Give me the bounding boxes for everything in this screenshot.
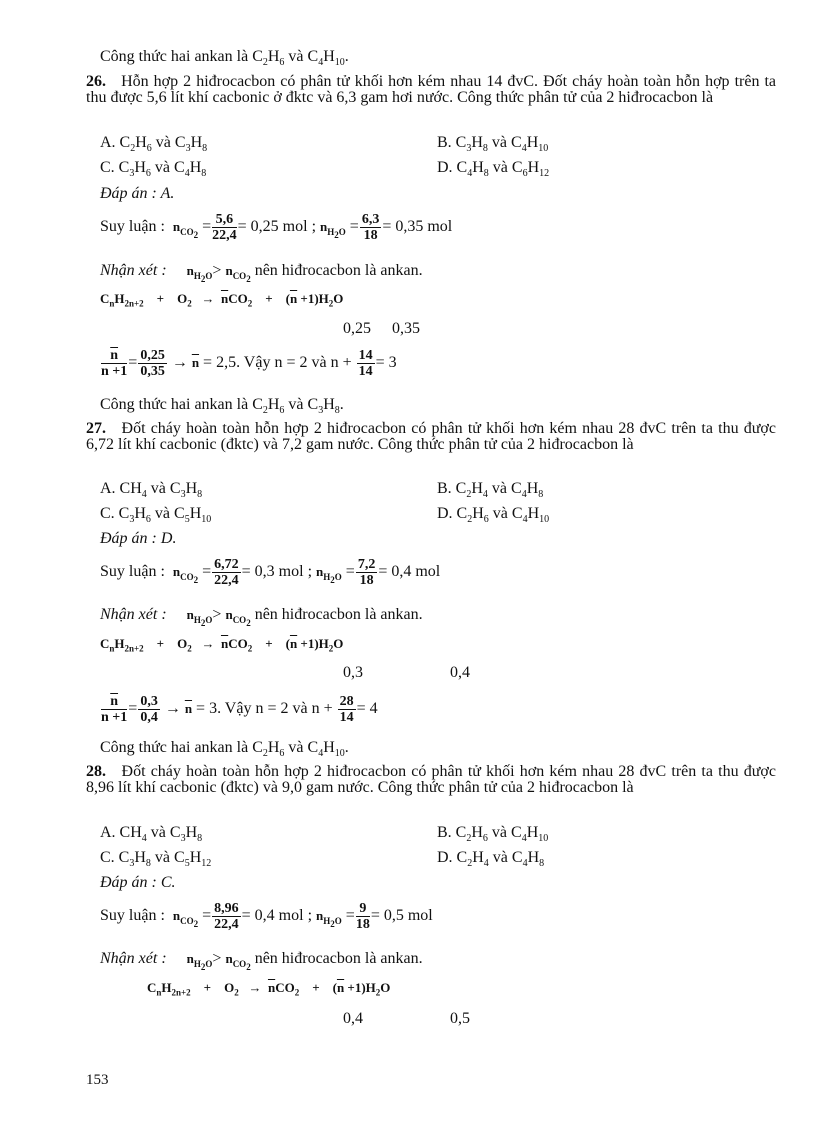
reaction-equation: $C_nH_{2n+2}$ + $O_2 \to \overline{n}CO_2$ + $(\overline{n} +1)H_2O$: [147, 980, 391, 998]
amount-co2: 0,4: [343, 1010, 363, 1027]
option-d: D. $C_4H_8$ và $C_6H_{12}$: [437, 159, 550, 180]
option-c: C. $C_3H_8$ và $C_5H_{12}$: [100, 849, 212, 870]
option-d: D. $C_2H_6$ và $C_4H_{10}$: [437, 505, 550, 526]
amount-h2o: 0,4: [450, 664, 470, 681]
reasoning-line: Suy luận : $n_{CO_2}$ = $\frac{6,72}{22,4}$ = 0,3 mol ; $n_{H_2O}$ = $\frac{7,2}{18}$ = 0,4 mol: [100, 556, 441, 588]
option-b: B. $C_3H_8$ và $C_4H_{10}$: [437, 134, 549, 155]
option-c: C. $C_3H_6$ và $C_4H_8$: [100, 159, 207, 180]
reasoning-line: Suy luận : $n_{CO_2}$ = $\frac{8,96}{22,4}$ = 0,4 mol ; $n_{H_2O}$ = $\frac{9}{18}$ = 0,5 mol: [100, 900, 433, 932]
problem-28: [86, 764, 776, 796]
problem-text: Đốt cháy hoàn toàn hỗn hợp 2 hiđrocacbon có phân tử khối hơn kém nhau 28 đvC trên ta thu được 6,72 lít khí cacbonic (đktc) và 7,2 gam nước. Công thức phân tử của 2 hiđrocacbon là: [86, 420, 776, 453]
answer: Đáp án : C.: [100, 874, 176, 891]
remark: Nhận xét : $n_{H_2O}> n_{CO_2}$ nên hiđrocacbon là ankan.: [100, 606, 423, 628]
option-a: A. $CH_4$ và $C_3H_8$: [100, 824, 203, 845]
problem-number: 28.: [86, 763, 106, 780]
amount-co2: 0,25: [343, 320, 371, 337]
conclusion-26: Công thức hai ankan là $C_2H_6$ và $C_3H_8$.: [100, 396, 344, 417]
problem-text: Hỗn hợp 2 hiđrocacbon có phân tử khối hơn kém nhau 14 đvC. Đốt cháy hoàn toàn hỗn hợp trên ta thu được 5,6 lít khí cacbonic ở đktc và 6,3 gam hơi nước. Công thức phân tử của 2 hiđrocacbon là: [86, 73, 777, 106]
conclusion-25: Công thức hai ankan là $C_2H_6$ và $C_4H_{10}$.: [100, 48, 349, 69]
conclusion-27: Công thức hai ankan là $C_2H_6$ và $C_4H_{10}$.: [100, 739, 349, 760]
option-a: A. $CH_4$ và $C_3H_8$: [100, 480, 203, 501]
amount-co2: 0,3: [343, 664, 363, 681]
co2-fraction: $\frac{5,6}{22,4}$: [212, 211, 237, 243]
reaction-equation: $C_nH_{2n+2}$ + $O_2 \to \overline{n}CO_2$ + $(\overline{n} +1)H_2O$: [100, 291, 344, 309]
h2o-fraction: $\frac{6,3}{18}$: [361, 211, 380, 243]
problem-27: [86, 421, 776, 453]
problem-26: [86, 74, 776, 106]
reaction-equation: $C_nH_{2n+2}$ + $O_2 \to \overline{n}CO_2$ + $(\overline{n} +1)H_2O$: [100, 636, 344, 654]
problem-text: Đốt cháy hoàn toàn hỗn hợp 2 hiđrocacbon có phân tử khối hơn kém nhau 28 đvC trên ta thu được 8,96 lít khí cacbonic (đktc) và 9,0 gam nước. Công thức phân tử của 2 hiđrocacbon là: [86, 763, 776, 796]
page-number: 153: [86, 1072, 109, 1088]
option-c: C. $C_3H_6$ và $C_5H_{10}$: [100, 505, 212, 526]
amount-h2o: 0,35: [392, 320, 420, 337]
option-b: B. $C_2H_6$ và $C_4H_{10}$: [437, 824, 549, 845]
option-a: A. $C_2H_6$ và $C_3H_8$: [100, 134, 208, 155]
option-b: B. $C_2H_4$ và $C_4H_8$: [437, 480, 544, 501]
suy-luan-label: Suy luận :: [100, 218, 165, 235]
remark: Nhận xét : $n_{H_2O}> n_{CO_2}$ nên hiđrocacbon là ankan.: [100, 950, 423, 972]
remark: Nhận xét : $n_{H_2O}> n_{CO_2}$ nên hiđrocacbon là ankan.: [100, 262, 423, 284]
answer: Đáp án : D.: [100, 530, 177, 547]
ratio-line: $\frac{\overline{n}}{\overline{n} +1}$ = $\frac{0,3}{0,4}$ → $\overline{n} = 3$. Vậy n = 2 và n + $\frac{28}{14}$ = 4: [101, 693, 378, 725]
amount-h2o: 0,5: [450, 1010, 470, 1027]
problem-number: 26.: [86, 73, 106, 90]
nhan-xet-label: Nhận xét :: [100, 262, 167, 279]
ratio-line: $\frac{\overline{n}}{\overline{n} +1}$ = $\frac{0,25}{0,35}$ → $\overline{n} = 2,5$. Vậy n = 2 và n + $\frac{14}{14}$ = 3: [101, 347, 397, 379]
option-d: D. $C_2H_4$ và $C_4H_8$: [437, 849, 545, 870]
reasoning-line: Suy luận : $n_{CO_2}$ = $\frac{5,6}{22,4}$ = 0,25 mol ; $n_{H_2O}$ = $\frac{6,3}{18}$ = 0,35 mol: [100, 211, 453, 243]
problem-number: 27.: [86, 420, 106, 437]
answer: Đáp án : A.: [100, 185, 175, 202]
